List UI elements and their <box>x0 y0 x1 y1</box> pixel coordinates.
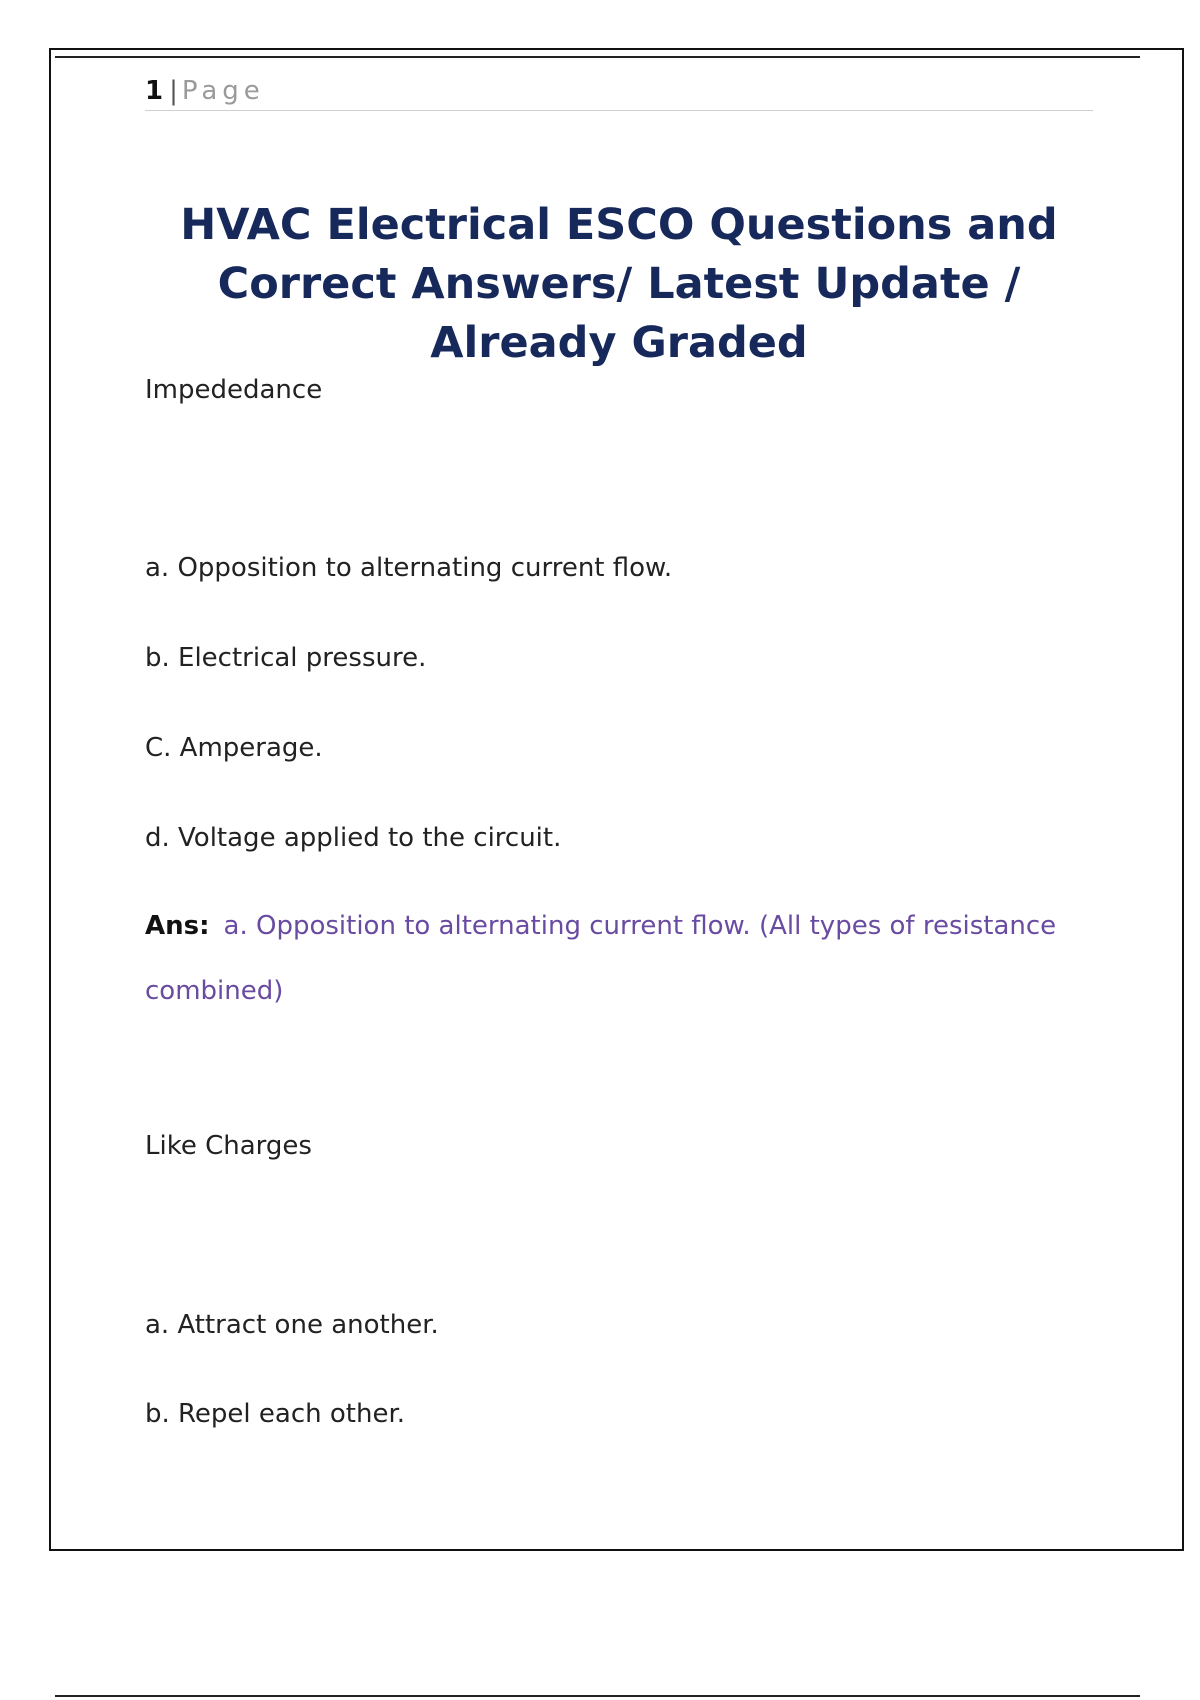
page-header <box>145 74 1093 111</box>
question-option: b. Electrical pressure. <box>145 643 427 673</box>
answer-text: a. Opposition to alternating current flow. (All types of resistance <box>223 911 1057 941</box>
answer-label: Ans: <box>145 911 210 941</box>
question-option: b. Repel each other. <box>145 1399 406 1429</box>
question-option: a. Attract one another. <box>145 1310 439 1340</box>
answer-text-continued: combined) <box>145 976 284 1006</box>
answer-line <box>145 909 1056 943</box>
page-separator: | <box>169 76 178 106</box>
question-option: C. Amperage. <box>145 733 323 763</box>
top-rule <box>55 56 1140 58</box>
bottom-rule <box>55 1695 1140 1697</box>
question-option: d. Voltage applied to the circuit. <box>145 823 562 853</box>
page-label: Page <box>181 76 265 106</box>
document-title: HVAC Electrical ESCO Questions and Correct Answers/ Latest Update / Already Graded <box>180 200 1058 368</box>
question-prompt: Impededance <box>145 375 323 405</box>
question-prompt: Like Charges <box>145 1131 312 1161</box>
question-option: a. Opposition to alternating current flow. <box>145 553 673 583</box>
page-number: 1 <box>145 76 164 106</box>
